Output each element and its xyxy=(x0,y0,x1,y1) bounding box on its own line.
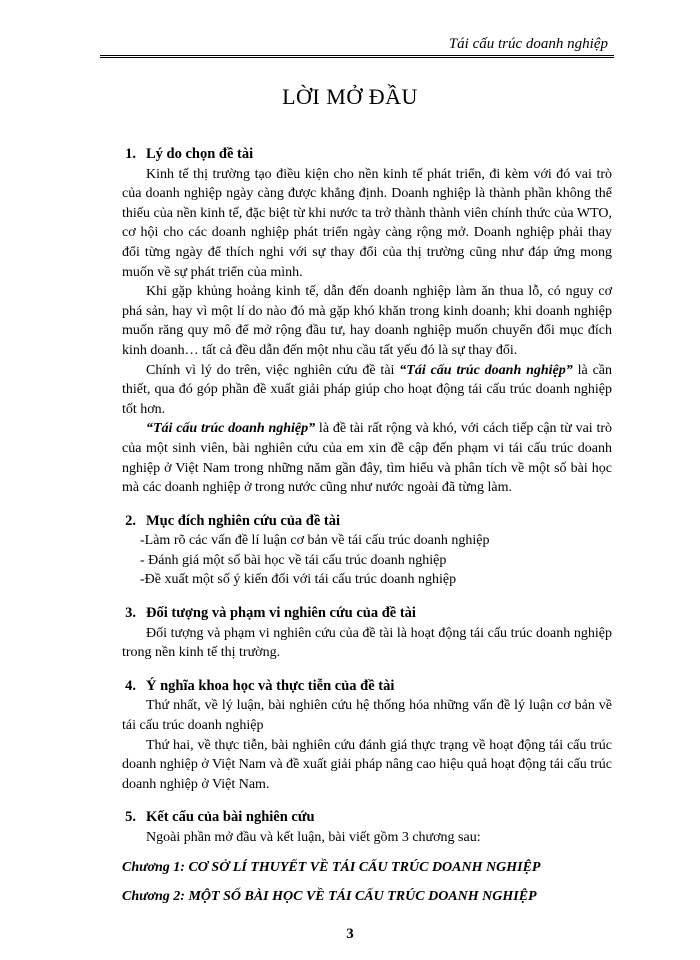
header-rule xyxy=(100,55,614,58)
chapter-entry-1: Chương 1: CƠ SỞ LÍ THUYẾT VỀ TÁI CẤU TRÚC DOANH NGHIỆP xyxy=(122,859,541,875)
paragraph: Chính vì lý do trên, việc nghiên cứu đề tài “Tái cấu trúc doanh nghiệp” là cần thiết, qua đó góp phần đề xuất giải pháp giúp cho hoạt động tái cấu trúc doanh nghiệp tốt hơn. xyxy=(122,362,613,417)
paragraph: Thứ hai, về thực tiễn, bài nghiên cứu đánh giá thực trạng về hoạt động tái cấu trúc doanh nghiệp ở Việt Nam và đề xuất giải pháp nâng cao hiệu quả hoạt động tái cấu trúc doanh nghiệp ở Việt Nam. xyxy=(122,737,612,792)
paragraph: Đối tượng và phạm vi nghiên cứu của đề tài là hoạt động tái cấu trúc doanh nghiệp trong nền kinh tế thị trường. xyxy=(122,625,612,661)
page-title: LỜI MỞ ĐẦU xyxy=(282,84,418,109)
paragraph: Ngoài phần mở đầu và kết luận, bài viết gồm 3 chương sau: xyxy=(146,830,481,845)
running-header: Tái cấu trúc doanh nghiệp xyxy=(448,36,608,52)
chapter-entry-2: Chương 2: MỘT SỐ BÀI HỌC VỀ TÁI CẤU TRÚC DOANH NGHIỆP xyxy=(122,889,537,905)
paragraph: “Tái cấu trúc doanh nghiệp” là đề tài rất rộng và khó, với cách tiếp cận từ vai trò của một sinh viên, bài nghiên cứu của em xin đề cập đến phạm vi tái cấu trúc doanh nghiệp ở Việt Nam trong những năm gần đây, tìm hiểu và phân tích về một số bài học mà các doanh nghiệp ở trong nước cũng như nước ngoài đã từng làm. xyxy=(122,421,612,496)
paragraph: Kinh tế thị trường tạo điều kiện cho nền kinh tế phát triển, đi kèm với đó vai trò của doanh nghiệp ngày càng được khẳng định. Doanh nghiệp là thành phần không thể thiếu của nền kinh tế, đặc biệt từ khi nước ta trở thành thành viên chính thức của WTO, cơ hội cho các doanh nghiệp phát triển ngày càng rộng mở. Doanh nghiệp phải thay đổi từng ngày để thích nghi với sự thay đổi của thị trường cũng như đáp ứng mong muốn về sự phát triển của mình. xyxy=(122,166,612,280)
document-body xyxy=(122,145,612,907)
section-heading-2: 2. Mục đích nghiên cứu của đề tài xyxy=(125,512,340,529)
list-item: -Làm rõ các vấn đề lí luận cơ bản về tái cấu trúc doanh nghiệp xyxy=(140,533,490,549)
list-item: -Đề xuất một số ý kiến đối với tái cấu trúc doanh nghiệp xyxy=(140,572,457,588)
topic-title-emphasis: “Tái cấu trúc doanh nghiệp” xyxy=(399,362,573,378)
section-heading-5: 5. Kết cấu của bài nghiên cứu xyxy=(125,809,315,826)
section-heading-1: 1. Lý do chọn đề tài xyxy=(125,146,254,162)
list-item: - Đánh giá một số bài học về tái cấu trúc doanh nghiệp xyxy=(140,552,447,568)
paragraph: Khi gặp khủng hoảng kinh tế, dẫn đến doanh nghiệp làm ăn thua lỗ, có nguy cơ phá sản, hay vì một lí do nào đó mà gặp khó khăn trong kinh doanh; khi doanh nghiệp muốn răng quy mô để mở rộng đầu tư, hay doanh nghiệp muốn chuyển đổi mục đích kinh doanh… tất cả đều dẫn đến một nhu cầu tất yếu đó là sự thay đổi. xyxy=(122,284,612,358)
paragraph: Thứ nhất, về lý luận, bài nghiên cứu hệ thống hóa những vấn đề lý luận cơ bản về tái cấu trúc doanh nghiệp xyxy=(122,698,612,734)
topic-title-emphasis: “Tái cấu trúc doanh nghiệp” xyxy=(146,421,316,437)
page-number: 3 xyxy=(346,926,354,942)
section-heading-3: 3. Đối tượng và phạm vi nghiên cứu của đề tài xyxy=(125,605,416,622)
section-heading-4: 4. Ý nghĩa khoa học và thực tiễn của đề tài xyxy=(125,677,395,694)
